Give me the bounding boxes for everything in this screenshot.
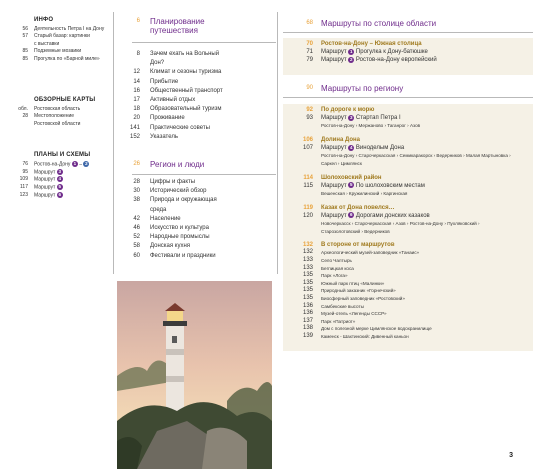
route-badge: 5 <box>349 182 353 188</box>
list-item[interactable]: 14 Прибытие <box>133 78 179 85</box>
route-stops: Вешенская › Кружилинский › Каргинская <box>321 191 408 196</box>
list-item[interactable]: 137 Парк «Патриот» <box>302 317 356 324</box>
route-item[interactable]: 93 Маршрут 3 Стартап Петра I <box>306 114 401 122</box>
list-item[interactable]: 42 Население <box>133 215 181 222</box>
list-item[interactable]: 8 Зачем ехать на Вольный <box>136 51 220 57</box>
route-badge: 4 <box>349 144 353 150</box>
list-item[interactable]: 117 Маршрут 5 <box>20 184 61 191</box>
list-item[interactable]: 139 Каменск - Шахтинский: Дивенный каньон <box>302 332 409 339</box>
list-item[interactable]: 16 Общественный транспорт <box>133 87 223 94</box>
list-item: Ростовской области <box>34 120 81 127</box>
route-badge: 1 <box>73 161 77 166</box>
list-item[interactable]: 135 Парк «Лога» <box>302 272 348 279</box>
list-item[interactable]: 85 Прогулка по «Барной миле» <box>22 55 100 62</box>
divider <box>132 42 276 43</box>
page-number: 3 <box>509 452 513 459</box>
list-item[interactable]: 138 Дом с полезной мерке Цимлянское водохранилище <box>302 325 432 332</box>
maps-section <box>0 97 112 128</box>
list-item[interactable]: 18 Образовательный туризм <box>133 106 222 113</box>
list-item[interactable]: 132 Археологический музей-заповедник «Танаис» <box>302 249 420 256</box>
list-item[interactable]: 135 Биосферный заповедник «Ростовский» <box>302 294 405 301</box>
list-item[interactable]: 52 Народные промыслы <box>133 234 210 241</box>
list-item: Дон? <box>150 60 165 67</box>
list-item[interactable]: 17 Активный отдых <box>133 97 196 104</box>
capital-items <box>283 40 533 65</box>
list-item[interactable]: 56 Деятельность Петра I на Дону <box>22 26 105 32</box>
region-routes-heading[interactable]: 90 Маршруты по региону <box>306 84 404 93</box>
route-badge: 6 <box>349 212 353 218</box>
route-stops: Ростов-на-Дону › Старочеркасская › Семикаракорск › Ведерников › Малая Мартыновка › <box>321 153 511 159</box>
list-item[interactable]: обл. Ростовская область <box>18 106 81 112</box>
middle-column <box>112 0 276 275</box>
route-badge: 3 <box>58 168 61 174</box>
list-item[interactable]: 141 Практические советы <box>129 124 210 131</box>
maps-heading: ОБЗОРНЫЕ КАРТЫ <box>34 97 96 103</box>
route-item[interactable]: 71 Маршрут 1 Прогулка к Дону-батюшке <box>306 48 428 56</box>
route-badge: 2 <box>85 161 88 166</box>
route-item[interactable]: 120 Маршрут 6 Дорогами донских казаков <box>302 212 430 219</box>
subsection-heading[interactable]: 119 Казак от Дона повелся… <box>303 204 395 211</box>
list-item[interactable]: 28 Цифры и факты <box>133 179 196 185</box>
list-item[interactable]: 85 Подземные мозаики <box>22 48 82 55</box>
divider <box>283 32 533 33</box>
route-badge: 5 <box>58 184 61 190</box>
list-item[interactable]: 136 Музей-отель «Легенды СССР» <box>302 310 387 317</box>
divider <box>277 12 278 274</box>
region-section <box>112 160 276 261</box>
list-item[interactable]: 109 Маршрут 4 <box>19 176 61 183</box>
subsection-heading[interactable]: 106 Долина Дона <box>302 137 360 143</box>
divider <box>132 174 276 175</box>
list-item[interactable]: 12 Климат и сезоны туризма <box>133 69 222 76</box>
subsection-heading[interactable]: 114 Шолоховский район <box>303 174 382 181</box>
list-item[interactable]: 95 Маршрут 3 <box>22 168 61 176</box>
divider <box>283 97 533 98</box>
region-routes-section <box>283 84 533 93</box>
list-item: с выставки <box>34 40 60 47</box>
subsection-heading[interactable]: 92 По дороге к морю <box>306 107 375 113</box>
route-badge: 6 <box>58 191 61 197</box>
info-heading: ИНФО <box>34 17 54 23</box>
list-item[interactable]: 135 Природный заказник «Горнечский» <box>302 287 396 294</box>
list-item[interactable]: 28 Местоположение <box>22 113 75 120</box>
list-item[interactable]: 133 Село Чалтырь <box>302 256 352 263</box>
route-badge: 3 <box>349 114 353 120</box>
plans-heading: ПЛАНЫ И СХЕМЫ <box>34 152 91 158</box>
route-stops: Старозолотовский › Ведерников <box>321 228 390 234</box>
region-items <box>283 106 533 341</box>
subsection-heading[interactable]: 132 В стороне от маршрутов <box>302 242 395 249</box>
list-item[interactable]: 58 Донская кухня <box>133 243 191 250</box>
subsection-heading[interactable]: 70 Ростов-на-Дону – Южная столица <box>306 41 422 47</box>
list-item[interactable]: 136 Самбекские высоты <box>302 302 364 309</box>
route-badge: 4 <box>58 176 61 182</box>
planning-heading[interactable]: 6 Планирование путешествия <box>136 17 205 35</box>
capital-routes-heading[interactable]: 68 Маршруты по столице области <box>306 19 437 28</box>
list-item[interactable]: 76 Ростов-на-Дону 1 – 2 <box>22 161 88 168</box>
capital-routes-section <box>283 19 533 28</box>
planning-section <box>112 17 276 142</box>
lighthouse-photo <box>117 281 272 469</box>
route-badge: 2 <box>349 56 353 62</box>
list-item[interactable]: 135 Южный парк птиц «Малинки» <box>302 279 385 286</box>
list-item: среда <box>150 206 167 213</box>
route-item[interactable]: 79 Маршрут 2 Ростов-на-Дону европейский <box>306 56 437 64</box>
info-section <box>0 17 112 63</box>
route-stops: Ростов-на-Дону › Мержаново › Таганрог › Азов <box>321 123 421 129</box>
list-item[interactable]: 57 Старый базар: картинки <box>22 33 90 40</box>
list-item[interactable]: 152 Указатель <box>129 133 178 140</box>
route-stops: Саркел › Цимлянск <box>321 161 362 166</box>
route-item[interactable]: 107 Маршрут 4 Виноделым Дона <box>302 144 405 152</box>
list-item[interactable]: 123 Маршрут 6 <box>19 191 61 199</box>
region-heading[interactable]: 26 Регион и люди <box>133 160 205 169</box>
list-item[interactable]: 133 Бегпицкая коса <box>302 264 354 271</box>
list-item[interactable]: 38 Природа и окружающая <box>133 197 217 204</box>
list-item[interactable]: 30 Исторический обзор <box>133 188 207 195</box>
route-badge: 1 <box>349 48 353 54</box>
lighthouse-image <box>117 281 272 469</box>
route-item[interactable]: 115 Маршрут 5 По шолоховским местам <box>303 182 425 189</box>
plans-section <box>0 152 112 200</box>
list-item[interactable]: 20 Проживание <box>133 115 185 122</box>
list-item[interactable]: 46 Искусство и культура <box>133 225 209 232</box>
list-item[interactable]: 60 Фестивали и праздники <box>133 252 216 259</box>
route-stops: Новочеркасск › Старочеркасская › Азов › Ростов-на-Дону › Пухляковский › <box>321 221 480 226</box>
